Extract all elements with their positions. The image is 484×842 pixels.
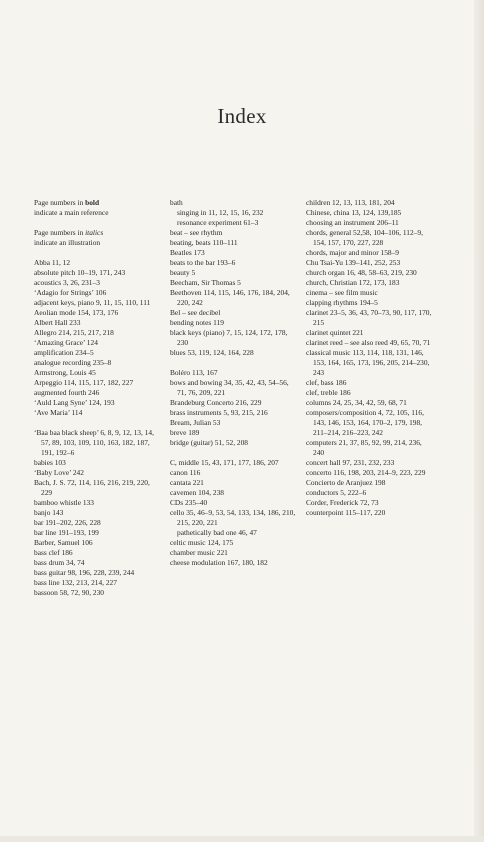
index-entry: cinema – see film music [306,288,378,297]
index-entry: Bream, Julian 53 [170,418,221,427]
index-entry: chords, major and minor 158–9 [306,248,399,257]
index-entry: cheese modulation 167, 180, 182 [170,558,268,567]
section-gap [34,418,162,428]
index-entry: resonance experiment 61–3 [177,218,259,227]
index-entry: beat – see rhythm [170,228,223,237]
index-entry: classical music 113, 114, 118, 131, 146, 153, 164, 165, 173, 196, 205, 214–230, 243 [306,348,430,377]
index-entry: ‘Baa baa black sheep’ 6, 8, 9, 12, 13, 14, 57, 89, 103, 109, 110, 163, 182, 187, 191, 192–6 [34,428,154,457]
index-entry: church, Christian 172, 173, 183 [306,278,400,287]
index-entry: composers/composition 4, 72, 105, 116, 143, 146, 153, 164, 170–2, 179, 198, 211–214, 216–223, 242 [306,408,424,437]
index-entry: augmented fourth 246 [34,388,100,397]
page-edge-bottom [0,836,484,842]
index-entry: concerto 116, 198, 203, 214–9, 223, 229 [306,468,426,477]
index-entry: clarinet quintet 221 [306,328,364,337]
index-entry: bassoon 58, 72, 90, 230 [34,588,105,597]
index-entry: concert hall 97, 231, 232, 233 [306,458,395,467]
index-entry: ‘Baby Love’ 242 [34,468,84,477]
page-title: Index [217,104,267,128]
index-entry: church organ 16, 48, 58–63, 219, 230 [306,268,417,277]
index-entry: conductors 5, 222–6 [306,488,367,497]
index-entry: Allegro 214, 215, 217, 218 [34,328,114,337]
index-entry: clarinet reed – see also reed 49, 65, 70, 71 [306,338,431,347]
index-entry: bar 191–202, 226, 228 [34,518,101,527]
section-gap [170,358,298,368]
index-entry: amplification 234–5 [34,348,94,357]
index-entry: Beecham, Sir Thomas 5 [170,278,241,287]
italic-note: Page numbers in italics indicate an illustration [34,228,104,247]
index-entry: bass drum 34, 74 [34,558,85,567]
index-entry: babies 103 [34,458,66,467]
index-entry: counterpoint 115–117, 220 [306,508,386,517]
index-entry: beauty 5 [170,268,196,277]
index-entry: beats to the bar 193–6 [170,258,236,267]
italic-word: italics [85,228,104,237]
index-entry: bows and bowing 34, 35, 42, 43, 54–56, 71, 76, 209, 221 [170,378,289,397]
index-entry: ‘Auld Lang Syne’ 124, 193 [34,398,115,407]
index-entry: banjo 143 [34,508,64,517]
index-entry: chamber music 221 [170,548,228,557]
index-entry: Bel – see decibel [170,308,221,317]
index-entry: singing in 11, 12, 15, 16, 232 [177,208,264,217]
index-entry: brass instruments 5, 93, 215, 216 [170,408,268,417]
index-entry: bamboo whistle 133 [34,498,94,507]
index-entry: Beatles 173 [170,248,205,257]
index-entry: Bach, J. S. 72, 114, 116, 216, 219, 220, 229 [34,478,150,497]
index-entry: absolute pitch 10–19, 171, 243 [34,268,126,277]
index-entry: bath [170,198,183,207]
index-entry: bar line 191–193, 199 [34,528,99,537]
index-entry: Concierto de Aranjuez 198 [306,478,386,487]
index-column-3 [306,198,434,518]
index-column-1 [34,198,162,598]
index-entry: cavemen 104, 238 [170,488,224,497]
index-entry: clarinet 23–5, 36, 43, 70–73, 90, 117, 170, 215 [306,308,432,327]
index-entry: breve 189 [170,428,200,437]
index-entry: columns 24, 25, 34, 42, 59, 68, 71 [306,398,407,407]
index-entry: Abba 11, 12 [34,258,71,267]
index-entry: Corder, Frederick 72, 73 [306,498,379,507]
index-entry: Boléro 113, 167 [170,368,218,377]
index-entry: ‘Adagio for Strings’ 106 [34,288,107,297]
index-entry: cello 35, 46–9, 53, 54, 133, 134, 186, 210, 215, 220, 221 [170,508,296,527]
index-entry: CDs 235–40 [170,498,208,507]
index-entry: Barber, Samuel 106 [34,538,93,547]
index-entry: canon 116 [170,468,201,477]
index-entry: Beethoven 114, 115, 146, 176, 184, 204, 220, 242 [170,288,290,307]
index-entry: acoustics 3, 26, 231–3 [34,278,100,287]
index-entry: blues 53, 119, 124, 164, 228 [170,348,254,357]
index-entry: adjacent keys, piano 9, 11, 15, 110, 111 [34,298,151,307]
index-entry: ‘Ave Maria’ 114 [34,408,83,417]
index-entry: computers 21, 37, 85, 92, 99, 214, 236, 240 [306,438,422,457]
index-entry: choosing an instrument 206–11 [306,218,399,227]
index-entry: black keys (piano) 7, 15, 124, 172, 178, 230 [170,328,288,347]
index-entry: Brandeburg Concerto 216, 229 [170,398,262,407]
index-entry: children 12, 13, 113, 181, 204 [306,198,395,207]
index-entry: bass line 132, 213, 214, 227 [34,578,117,587]
index-entry: bridge (guitar) 51, 52, 208 [170,438,248,447]
index-entry: Arpeggio 114, 115, 117, 182, 227 [34,378,134,387]
index-entry: cantata 221 [170,478,204,487]
index-entry: celtic music 124, 175 [170,538,234,547]
index-entry: Chinese, china 13, 124, 139,185 [306,208,402,217]
entries-col3 [306,198,434,518]
index-entry: beating, beats 110–111 [170,238,238,247]
bold-word: bold [85,198,100,207]
entries-col2 [170,198,298,568]
index-entry: Chu Tsai-Yu 139–141, 252, 253 [306,258,401,267]
entries-col1 [34,258,162,598]
index-entry: analogue recording 235–8 [34,358,112,367]
index-column-2 [170,198,298,568]
index-entry: clapping rhythms 194–5 [306,298,378,307]
index-entry: ‘Amazing Grace’ 124 [34,338,98,347]
index-entry: bending notes 119 [170,318,224,327]
bold-note: Page numbers in bold indicate a main reference [34,198,109,217]
index-entry: C, middle 15, 43, 171, 177, 186, 207 [170,458,279,467]
index-entry: chords, general 52,58, 104–106, 112–9, 154, 157, 170, 227, 228 [306,228,423,247]
index-entry: bass clef 186 [34,548,73,557]
section-gap [170,448,298,458]
index-entry: clef, bass 186 [306,378,347,387]
index-entry: Armstrong, Louis 45 [34,368,96,377]
index-entry: Aeolian mode 154, 173, 176 [34,308,119,317]
index-entry: Albert Hall 233 [34,318,81,327]
index-entry: pathetically bad one 46, 47 [177,528,257,537]
index-entry: bass guitar 98, 196, 228, 239, 244 [34,568,135,577]
index-entry: clef, treble 186 [306,388,351,397]
